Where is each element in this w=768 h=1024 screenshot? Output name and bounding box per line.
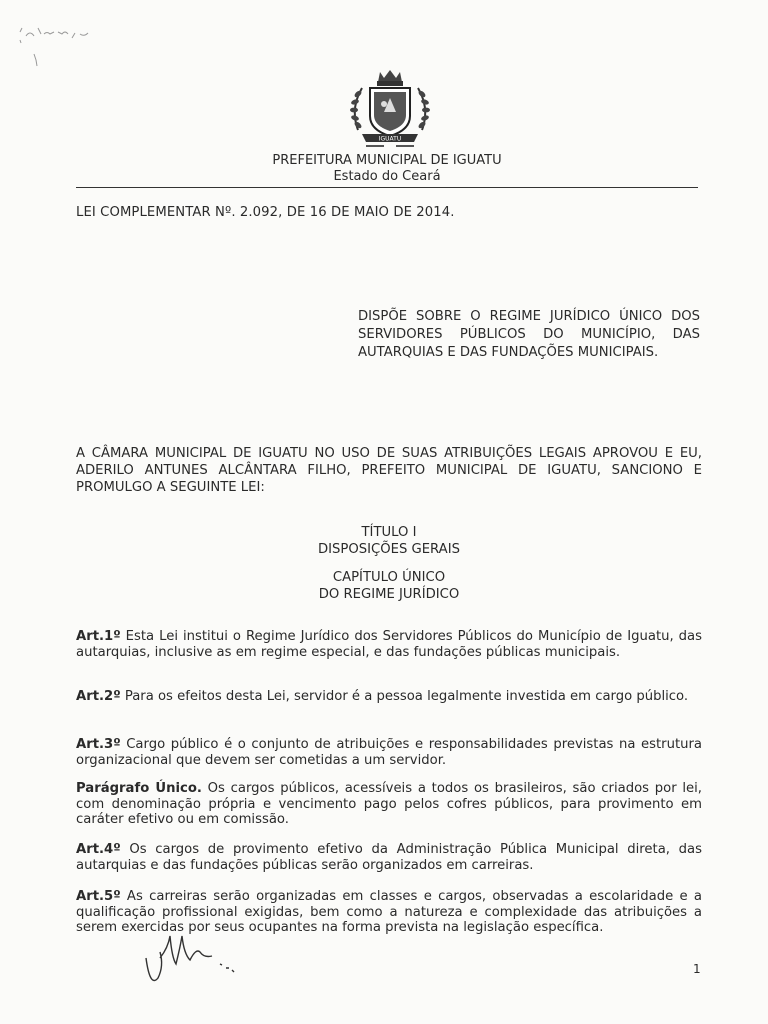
header-divider bbox=[76, 187, 698, 188]
title-heading bbox=[76, 524, 702, 558]
title-name: DISPOSIÇÕES GERAIS bbox=[318, 542, 460, 557]
article-text: As carreiras serão organizadas em classes e cargos, observadas a escolaridade e a qualificação profissional exigidas, bem como a natureza e complexidade das atribuições a serem exercidas por seus ocupantes na forma prevista na legislação específica. bbox=[76, 889, 702, 935]
law-title: LEI COMPLEMENTAR Nº. 2.092, DE 16 DE MAIO DE 2014. bbox=[76, 205, 455, 220]
article-1 bbox=[76, 629, 702, 660]
sole-paragraph bbox=[76, 781, 702, 828]
chapter-name: DO REGIME JURÍDICO bbox=[318, 587, 460, 602]
article-label: Art.3º bbox=[76, 737, 121, 752]
title-number: TÍTULO I bbox=[361, 525, 417, 540]
article-3 bbox=[76, 737, 702, 768]
article-label: Art.5º bbox=[76, 889, 121, 904]
chapter-heading bbox=[76, 569, 702, 603]
article-label: Parágrafo Único. bbox=[76, 781, 202, 796]
municipality-name: PREFEITURA MUNICIPAL DE IGUATU bbox=[272, 153, 502, 168]
article-text: Cargo público é o conjunto de atribuições e responsabilidades previstas na estrutura organizacional que devem ser cometidas a um servidor. bbox=[76, 737, 702, 768]
article-text: Para os efeitos desta Lei, servidor é a pessoa legalmente investida em cargo público. bbox=[120, 689, 689, 704]
signature-initials bbox=[140, 918, 250, 990]
article-text: Os cargos públicos, acessíveis a todos os brasileiros, são criados por lei, com denominação própria e vencimento pago pelos cofres públicos, para provimento em caráter efetivo ou em comissão. bbox=[76, 781, 702, 827]
law-summary: DISPÕE SOBRE O REGIME JURÍDICO ÚNICO DOS SERVIDORES PÚBLICOS DO MUNICÍPIO, DAS AUTARQUIAS E DAS FUNDAÇÕES MUNICIPAIS. bbox=[358, 309, 700, 360]
chapter-number: CAPÍTULO ÚNICO bbox=[332, 570, 446, 585]
article-label: Art.2º bbox=[76, 689, 121, 704]
preamble: A CÂMARA MUNICIPAL DE IGUATU NO USO DE SUAS ATRIBUIÇÕES LEGAIS APROVOU E EU, ADERILO ANTUNES ALCÂNTARA FILHO, PREFEITO MUNICIPAL DE IGUATU, SANCIONO E PROMULGO A SEGUINTE LEI: bbox=[76, 446, 702, 495]
margin-scribble bbox=[14, 14, 104, 74]
state-name: Estado do Ceará bbox=[333, 169, 441, 184]
municipal-crest-icon bbox=[344, 68, 436, 154]
article-2 bbox=[76, 689, 702, 705]
article-4 bbox=[76, 842, 702, 873]
article-text: Esta Lei institui o Regime Jurídico dos Servidores Públicos do Município de Iguatu, das autarquias, inclusive as em regime especial, e das fundações públicas municipais. bbox=[76, 629, 702, 660]
article-label: Art.1º bbox=[76, 629, 121, 644]
page-number: 1 bbox=[693, 962, 701, 976]
article-text: Os cargos de provimento efetivo da Administração Pública Municipal direta, das autarquias e das fundações públicas serão organizados em carreiras. bbox=[76, 842, 702, 873]
article-label: Art.4º bbox=[76, 842, 121, 857]
crest-ribbon-text: IGUATU bbox=[378, 135, 402, 143]
